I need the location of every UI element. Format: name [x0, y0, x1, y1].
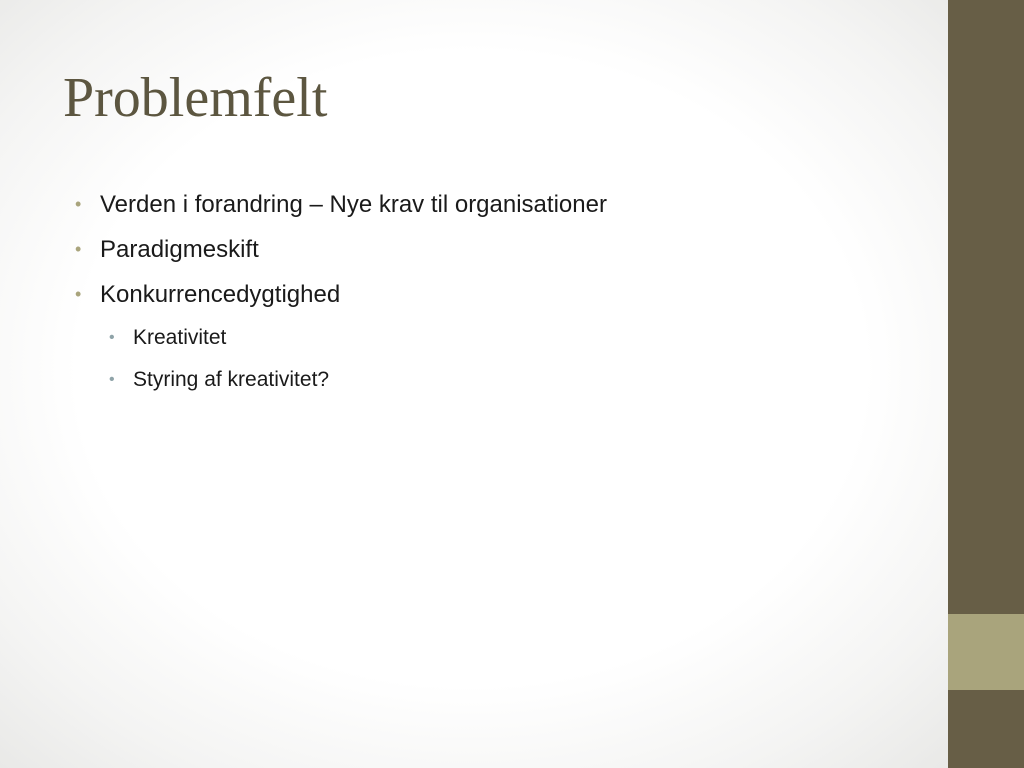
bullet-text: Konkurrencedygtighed: [100, 281, 341, 308]
bullet-dot-icon: •: [75, 284, 82, 304]
bullet-dot-icon: •: [75, 194, 82, 214]
bullet-dot-icon: •: [75, 239, 82, 259]
bullet-item: [75, 274, 915, 315]
sub-bullet-text: Kreativitet: [133, 326, 227, 349]
sub-bullet-dot-icon: •: [109, 329, 115, 346]
bullet-item: [75, 184, 915, 225]
sub-bullet-dot-icon: •: [109, 371, 115, 388]
slide-title: Problemfelt: [63, 67, 328, 129]
sub-bullet-item: [75, 361, 915, 399]
bullet-text: Verden i forandring – Nye krav til organisationer: [100, 191, 607, 218]
side-decoration-accent: [948, 614, 1024, 690]
bullet-text: Paradigmeskift: [100, 236, 259, 263]
sub-bullet-item: [75, 319, 915, 357]
bullet-list: [75, 184, 915, 403]
sub-bullet-text: Styring af kreativitet?: [133, 368, 330, 391]
bullet-item: [75, 229, 915, 270]
